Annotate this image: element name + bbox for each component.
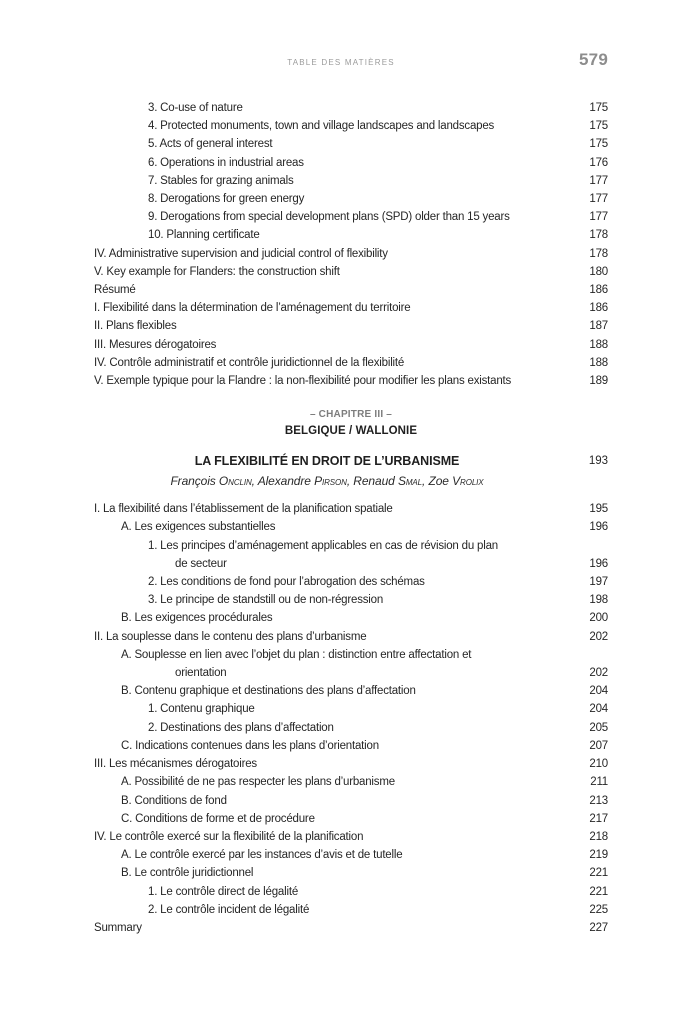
toc-entry-page: 177 xyxy=(589,174,608,187)
toc-entry-label: V. Exemple typique pour la Flandre : la non-flexibilité pour modifier les plans existants xyxy=(94,375,512,388)
toc-entry xyxy=(94,864,608,882)
toc-entry-page: 176 xyxy=(589,156,608,169)
toc-entry-page: 180 xyxy=(589,265,608,278)
chapter-region: BELGIQUE / WALLONIE xyxy=(284,425,418,438)
toc-entry-page: 175 xyxy=(589,138,608,151)
toc-entry xyxy=(94,919,608,937)
toc-entry-label: B. Les exigences procédurales xyxy=(121,612,273,625)
toc-entry-page: 218 xyxy=(589,830,608,843)
toc-entry xyxy=(94,208,608,226)
toc-entry xyxy=(94,628,608,646)
toc-entry-page: 207 xyxy=(589,739,608,752)
toc-entry xyxy=(94,555,608,573)
toc-entry xyxy=(94,354,608,372)
toc-entry-label: 10. Planning certificate xyxy=(148,229,260,242)
toc-entry-label: 9. Derogations from special development plans (SPD) older than 15 years xyxy=(148,211,510,224)
toc-entry xyxy=(94,245,608,263)
toc-entry xyxy=(94,792,608,810)
toc-entry-page: 213 xyxy=(589,794,608,807)
toc-entry-page: 175 xyxy=(589,102,608,114)
author-name: Zoe Vrolix xyxy=(428,474,484,489)
toc-entry-label: 4. Protected monuments, town and village landscapes and landscapes xyxy=(148,120,495,133)
toc-entry-page: 211 xyxy=(590,776,608,789)
toc-entry xyxy=(94,172,608,190)
toc-block-chapter2-end xyxy=(94,99,608,390)
toc-entry-page: 202 xyxy=(589,630,608,643)
toc-entry-page: 217 xyxy=(589,812,608,825)
toc-entry-label: A. Souplesse en lien avec l’objet du plan : distinction entre affectation et xyxy=(121,648,472,661)
chapter-title-row xyxy=(94,451,608,471)
toc-entry-label: IV. Le contrôle exercé sur la flexibilité de la planification xyxy=(94,830,364,843)
toc-entry xyxy=(94,263,608,281)
table-of-contents xyxy=(94,99,608,937)
toc-entry-page: 188 xyxy=(589,356,608,369)
running-title: TABLE DES MATIÈRES xyxy=(287,58,395,67)
toc-entry-page: 178 xyxy=(589,229,608,242)
toc-entry-label: C. Conditions de forme et de procédure xyxy=(121,812,315,825)
toc-entry-label: orientation xyxy=(175,667,227,680)
toc-entry xyxy=(94,737,608,755)
toc-entry xyxy=(94,664,608,682)
toc-entry-label: 8. Derogations for green energy xyxy=(148,193,305,206)
toc-entry-label: A. Les exigences substantielles xyxy=(121,521,276,534)
toc-entry-page: 225 xyxy=(589,903,608,916)
toc-entry-label: 2. Les conditions de fond pour l’abrogation des schémas xyxy=(148,576,425,589)
toc-entry-page: 178 xyxy=(589,247,608,260)
toc-entry-label: IV. Administrative supervision and judicial control of flexibility xyxy=(94,247,388,260)
toc-entry-label: 1. Le contrôle direct de légalité xyxy=(148,885,299,898)
toc-entry-page: 204 xyxy=(589,703,608,716)
toc-entry xyxy=(94,773,608,791)
toc-entry-page: 186 xyxy=(589,284,608,297)
toc-entry-page: 221 xyxy=(589,885,608,898)
toc-entry xyxy=(94,537,608,555)
toc-entry-label: de secteur xyxy=(175,557,227,570)
author-name: Renaud Smal xyxy=(353,474,423,489)
toc-entry-page: 210 xyxy=(589,758,608,771)
toc-entry xyxy=(94,154,608,172)
page-number: 579 xyxy=(579,50,608,69)
toc-entry xyxy=(94,883,608,901)
toc-entry xyxy=(94,573,608,591)
toc-entry xyxy=(94,317,608,335)
toc-entry-page: 177 xyxy=(589,193,608,206)
toc-entry xyxy=(94,372,608,390)
chapter-title-page-ref: 193 xyxy=(588,455,608,468)
toc-entry xyxy=(94,190,608,208)
toc-entry-label: III. Les mécanismes dérogatoires xyxy=(94,758,257,771)
author-name: François Onclin xyxy=(170,474,252,489)
toc-entry-label: Summary xyxy=(94,921,142,934)
toc-entry-page: 227 xyxy=(589,921,608,934)
toc-entry xyxy=(94,336,608,354)
toc-entry-page: 175 xyxy=(589,120,608,133)
toc-entry xyxy=(94,719,608,737)
toc-entry xyxy=(94,281,608,299)
toc-entry-label: 1. Les principes d’aménagement applicables en cas de révision du plan xyxy=(148,539,498,552)
toc-entry xyxy=(94,755,608,773)
toc-entry xyxy=(94,682,608,700)
toc-block-chapter3-wallonie xyxy=(94,500,608,937)
toc-entry xyxy=(94,518,608,536)
toc-entry xyxy=(94,135,608,153)
toc-entry-label: 6. Operations in industrial areas xyxy=(148,156,304,169)
toc-entry-page: 197 xyxy=(589,576,608,589)
toc-entry-page: 186 xyxy=(589,302,608,315)
toc-entry xyxy=(94,500,608,518)
toc-entry-page: 202 xyxy=(589,667,608,680)
toc-entry-page: 196 xyxy=(589,521,608,534)
page-header xyxy=(94,0,608,72)
toc-entry-label: V. Key example for Flanders: the construction shift xyxy=(94,265,340,278)
toc-entry xyxy=(94,846,608,864)
toc-entry-label: II. La souplesse dans le contenu des plans d’urbanisme xyxy=(94,630,367,643)
toc-entry xyxy=(94,810,608,828)
toc-entry-label: IV. Contrôle administratif et contrôle juridictionnel de la flexibilité xyxy=(94,356,405,369)
toc-entry-label: 3. Co-use of nature xyxy=(148,102,243,114)
toc-entry-label: 2. Le contrôle incident de légalité xyxy=(148,903,310,916)
toc-entry-page: 204 xyxy=(589,685,608,698)
toc-entry xyxy=(94,299,608,317)
chapter-authors: François Onclin, Alexandre Pirson, Renaud Smal, Zoe Vrolix xyxy=(170,474,484,489)
toc-entry xyxy=(94,646,608,664)
toc-entry-page: 198 xyxy=(589,594,608,607)
toc-entry-label: B. Le contrôle juridictionnel xyxy=(121,867,254,880)
toc-entry xyxy=(94,901,608,919)
chapter-heading xyxy=(94,407,608,491)
chapter-kicker: – CHAPITRE III – xyxy=(309,409,393,421)
toc-entry-label: B. Conditions de fond xyxy=(121,794,227,807)
toc-entry xyxy=(94,117,608,135)
toc-entry-page: 187 xyxy=(589,320,608,333)
toc-entry-page: 195 xyxy=(589,503,608,516)
toc-entry-page: 200 xyxy=(589,612,608,625)
toc-entry xyxy=(94,828,608,846)
toc-entry-label: I. Flexibilité dans la détermination de l’aménagement du territoire xyxy=(94,302,411,315)
toc-entry-label: A. Possibilité de ne pas respecter les plans d’urbanisme xyxy=(121,776,395,789)
toc-entry xyxy=(94,591,608,609)
toc-entry-label: 2. Destinations des plans d’affectation xyxy=(148,721,334,734)
toc-entry-page: 188 xyxy=(589,338,608,351)
toc-entry-page: 219 xyxy=(589,849,608,862)
toc-entry-label: A. Le contrôle exercé par les instances d’avis et de tutelle xyxy=(121,849,403,862)
toc-entry xyxy=(94,700,608,718)
toc-entry-page: 196 xyxy=(589,557,608,570)
chapter-title: LA FLEXIBILITÉ EN DROIT DE L’URBANISME xyxy=(194,454,460,469)
toc-entry-label: 1. Contenu graphique xyxy=(148,703,255,716)
toc-entry-label: Résumé xyxy=(94,284,136,297)
toc-entry-label: B. Contenu graphique et destinations des plans d’affectation xyxy=(121,685,416,698)
toc-entry-page: 177 xyxy=(589,211,608,224)
toc-entry-page: 221 xyxy=(589,867,608,880)
toc-entry-label: 3. Le principe de standstill ou de non-régression xyxy=(148,594,384,607)
toc-entry-page: 189 xyxy=(589,375,608,388)
toc-entry xyxy=(94,609,608,627)
toc-entry xyxy=(94,226,608,244)
toc-entry-label: III. Mesures dérogatoires xyxy=(94,338,217,351)
toc-entry-label: II. Plans flexibles xyxy=(94,320,177,333)
toc-entry-label: C. Indications contenues dans les plans d’orientation xyxy=(121,739,379,752)
toc-entry xyxy=(94,99,608,117)
toc-entry-page: 205 xyxy=(589,721,608,734)
toc-entry-label: I. La flexibilité dans l’établissement de la planification spatiale xyxy=(94,503,393,516)
author-name: Alexandre Pirson xyxy=(257,474,347,489)
toc-entry-label: 5. Acts of general interest xyxy=(148,138,273,151)
toc-entry-label: 7. Stables for grazing animals xyxy=(148,174,294,187)
